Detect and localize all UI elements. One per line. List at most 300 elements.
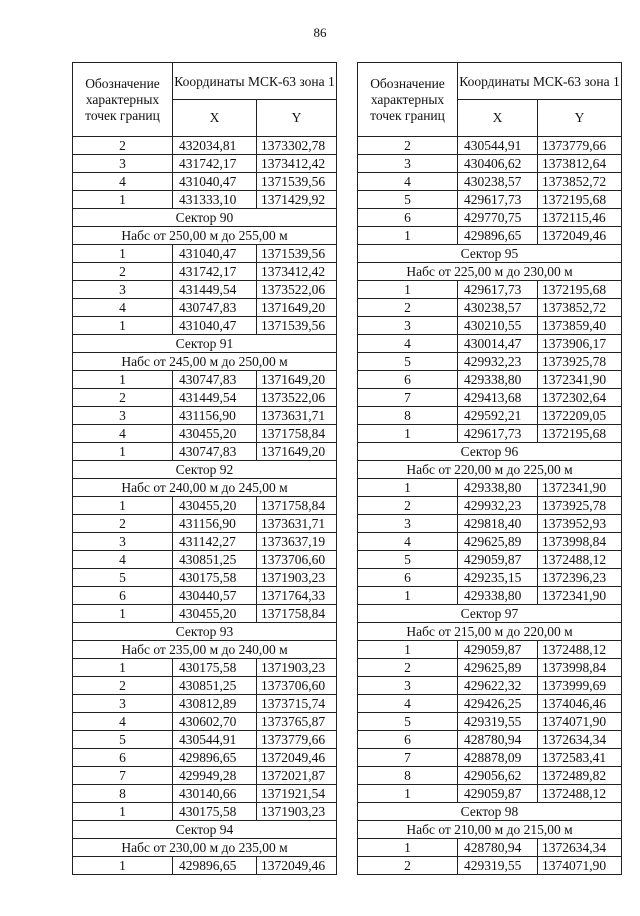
- table-row: [358, 317, 622, 335]
- point-number-cell: 1: [358, 425, 458, 443]
- x-coordinate-cell: 429338,80: [458, 479, 538, 497]
- table-row: [358, 587, 622, 605]
- table-row: [73, 263, 337, 281]
- table-row: [73, 749, 337, 767]
- y-coordinate-cell: 1372488,12: [538, 551, 622, 569]
- table-row: [73, 155, 337, 173]
- x-coordinate-cell: 429617,73: [458, 281, 538, 299]
- table-row: [358, 299, 622, 317]
- table-row: [358, 191, 622, 209]
- table-row: [73, 677, 337, 695]
- y-coordinate-cell: 1373852,72: [538, 299, 622, 317]
- x-coordinate-cell: 431156,90: [173, 407, 257, 425]
- x-coordinate-cell: 430455,20: [173, 425, 257, 443]
- table-row: [358, 695, 622, 713]
- y-coordinate-cell: 1374071,90: [538, 857, 622, 875]
- x-coordinate-cell: 430747,83: [173, 371, 257, 389]
- y-coordinate-cell: 1373779,66: [538, 137, 622, 155]
- y-coordinate-cell: 1372634,34: [538, 731, 622, 749]
- table-row: [73, 191, 337, 209]
- header-x: X: [173, 100, 257, 137]
- x-coordinate-cell: 430455,20: [173, 497, 257, 515]
- height-range-row: [73, 839, 337, 857]
- y-coordinate-cell: 1373925,78: [538, 353, 622, 371]
- table-row: [358, 785, 622, 803]
- point-number-cell: 6: [358, 209, 458, 227]
- header-coordinates: Координаты МСК-63 зона 1: [173, 63, 337, 100]
- y-coordinate-cell: 1372049,46: [257, 749, 337, 767]
- point-number-cell: 4: [73, 425, 173, 443]
- y-coordinate-cell: 1371539,56: [257, 245, 337, 263]
- point-number-cell: 4: [73, 551, 173, 569]
- sector-row: [73, 335, 337, 353]
- height-range-label: Набс от 210,00 м до 215,00 м: [358, 821, 622, 839]
- y-coordinate-cell: 1374046,46: [538, 695, 622, 713]
- y-coordinate-cell: 1373999,69: [538, 677, 622, 695]
- x-coordinate-cell: 430851,25: [173, 551, 257, 569]
- x-coordinate-cell: 428780,94: [458, 731, 538, 749]
- y-coordinate-cell: 1371903,23: [257, 803, 337, 821]
- point-number-cell: 3: [73, 155, 173, 173]
- x-coordinate-cell: 429319,55: [458, 857, 538, 875]
- point-number-cell: 4: [358, 173, 458, 191]
- y-coordinate-cell: 1373812,64: [538, 155, 622, 173]
- height-range-row: [73, 641, 337, 659]
- x-coordinate-cell: 429059,87: [458, 551, 538, 569]
- table-row: [358, 551, 622, 569]
- header-coordinates: Координаты МСК-63 зона 1: [458, 63, 622, 100]
- table-row: [358, 731, 622, 749]
- table-row: [358, 335, 622, 353]
- x-coordinate-cell: 429949,28: [173, 767, 257, 785]
- point-number-cell: 4: [358, 335, 458, 353]
- sector-label: Сектор 90: [73, 209, 337, 227]
- height-range-row: [358, 263, 622, 281]
- x-coordinate-cell: 430455,20: [173, 605, 257, 623]
- x-coordinate-cell: 431040,47: [173, 317, 257, 335]
- x-coordinate-cell: 430238,57: [458, 299, 538, 317]
- y-coordinate-cell: 1371903,23: [257, 659, 337, 677]
- header-point-designation: Обозначение характерных точек границ: [358, 63, 458, 137]
- x-coordinate-cell: 429059,87: [458, 785, 538, 803]
- x-coordinate-cell: 429059,87: [458, 641, 538, 659]
- point-number-cell: 6: [73, 749, 173, 767]
- point-number-cell: 7: [358, 389, 458, 407]
- y-coordinate-cell: 1372396,23: [538, 569, 622, 587]
- table-row: [73, 317, 337, 335]
- y-coordinate-cell: 1372341,90: [538, 587, 622, 605]
- point-number-cell: 2: [358, 659, 458, 677]
- x-coordinate-cell: 429617,73: [458, 191, 538, 209]
- table-row: [73, 731, 337, 749]
- point-number-cell: 3: [73, 281, 173, 299]
- height-range-label: Набс от 215,00 м до 220,00 м: [358, 623, 622, 641]
- x-coordinate-cell: 431040,47: [173, 173, 257, 191]
- height-range-row: [358, 623, 622, 641]
- sector-row: [73, 209, 337, 227]
- sector-label: Сектор 95: [358, 245, 622, 263]
- table-row: [73, 803, 337, 821]
- point-number-cell: 2: [73, 137, 173, 155]
- table-row: [358, 767, 622, 785]
- point-number-cell: 4: [73, 713, 173, 731]
- table-row: [358, 425, 622, 443]
- table-row: [73, 137, 337, 155]
- table-row: [358, 749, 622, 767]
- point-number-cell: 2: [73, 389, 173, 407]
- point-number-cell: 6: [73, 587, 173, 605]
- point-number-cell: 1: [358, 587, 458, 605]
- table-row: [358, 281, 622, 299]
- table-row: [73, 857, 337, 875]
- header-point-designation: Обозначение характерных точек границ: [73, 63, 173, 137]
- x-coordinate-cell: 430175,58: [173, 659, 257, 677]
- y-coordinate-cell: 1372583,41: [538, 749, 622, 767]
- table-row: [73, 569, 337, 587]
- y-coordinate-cell: 1373302,78: [257, 137, 337, 155]
- table-row: [73, 767, 337, 785]
- point-number-cell: 4: [358, 695, 458, 713]
- table-body-left: [73, 137, 337, 875]
- x-coordinate-cell: 429770,75: [458, 209, 538, 227]
- coordinates-table-left: [72, 62, 337, 875]
- sector-label: Сектор 92: [73, 461, 337, 479]
- table-row: [73, 659, 337, 677]
- y-coordinate-cell: 1372488,12: [538, 641, 622, 659]
- table-row: [73, 497, 337, 515]
- x-coordinate-cell: 431142,27: [173, 533, 257, 551]
- point-number-cell: 2: [73, 263, 173, 281]
- x-coordinate-cell: 430602,70: [173, 713, 257, 731]
- point-number-cell: 1: [73, 659, 173, 677]
- x-coordinate-cell: 429338,80: [458, 371, 538, 389]
- point-number-cell: 8: [358, 767, 458, 785]
- y-coordinate-cell: 1373706,60: [257, 677, 337, 695]
- header-y: Y: [538, 100, 622, 137]
- point-number-cell: 3: [358, 317, 458, 335]
- y-coordinate-cell: 1372195,68: [538, 425, 622, 443]
- x-coordinate-cell: 429896,65: [173, 749, 257, 767]
- point-number-cell: 3: [73, 533, 173, 551]
- table-row: [358, 641, 622, 659]
- point-number-cell: 1: [73, 443, 173, 461]
- y-coordinate-cell: 1373998,84: [538, 533, 622, 551]
- y-coordinate-cell: 1371758,84: [257, 497, 337, 515]
- height-range-row: [73, 353, 337, 371]
- y-coordinate-cell: 1373631,71: [257, 515, 337, 533]
- point-number-cell: 5: [358, 551, 458, 569]
- y-coordinate-cell: 1373412,42: [257, 155, 337, 173]
- table-row: [358, 515, 622, 533]
- height-range-label: Набс от 235,00 м до 240,00 м: [73, 641, 337, 659]
- x-coordinate-cell: 431333,10: [173, 191, 257, 209]
- point-number-cell: 8: [73, 785, 173, 803]
- y-coordinate-cell: 1373522,06: [257, 281, 337, 299]
- point-number-cell: 2: [73, 677, 173, 695]
- table-row: [358, 659, 622, 677]
- y-coordinate-cell: 1373715,74: [257, 695, 337, 713]
- x-coordinate-cell: 431742,17: [173, 155, 257, 173]
- x-coordinate-cell: 429896,65: [173, 857, 257, 875]
- point-number-cell: 6: [358, 371, 458, 389]
- table-body-right: [358, 137, 622, 875]
- y-coordinate-cell: 1374071,90: [538, 713, 622, 731]
- y-coordinate-cell: 1371649,20: [257, 299, 337, 317]
- x-coordinate-cell: 431040,47: [173, 245, 257, 263]
- x-coordinate-cell: 430210,55: [458, 317, 538, 335]
- table-row: [358, 389, 622, 407]
- y-coordinate-cell: 1373859,40: [538, 317, 622, 335]
- table-row: [73, 695, 337, 713]
- header-y: Y: [257, 100, 337, 137]
- table-row: [358, 227, 622, 245]
- x-coordinate-cell: 430140,66: [173, 785, 257, 803]
- table-row: [73, 605, 337, 623]
- height-range-label: Набс от 230,00 м до 235,00 м: [73, 839, 337, 857]
- point-number-cell: 2: [358, 497, 458, 515]
- height-range-row: [73, 479, 337, 497]
- table-row: [358, 353, 622, 371]
- point-number-cell: 3: [358, 677, 458, 695]
- sector-label: Сектор 91: [73, 335, 337, 353]
- page-number: 86: [313, 25, 327, 40]
- point-number-cell: 6: [358, 731, 458, 749]
- table-row: [358, 713, 622, 731]
- point-number-cell: 1: [73, 803, 173, 821]
- x-coordinate-cell: 429622,32: [458, 677, 538, 695]
- y-coordinate-cell: 1373637,19: [257, 533, 337, 551]
- height-range-label: Набс от 240,00 м до 245,00 м: [73, 479, 337, 497]
- height-range-row: [358, 821, 622, 839]
- table-row: [358, 857, 622, 875]
- table-row: [73, 443, 337, 461]
- table-row: [73, 515, 337, 533]
- sector-label: Сектор 94: [73, 821, 337, 839]
- x-coordinate-cell: 430812,89: [173, 695, 257, 713]
- point-number-cell: 4: [73, 173, 173, 191]
- table-row: [73, 587, 337, 605]
- sector-label: Сектор 97: [358, 605, 622, 623]
- sector-row: [73, 821, 337, 839]
- x-coordinate-cell: 429413,68: [458, 389, 538, 407]
- table-row: [358, 677, 622, 695]
- table-row: [358, 209, 622, 227]
- x-coordinate-cell: 430175,58: [173, 803, 257, 821]
- point-number-cell: 2: [358, 299, 458, 317]
- y-coordinate-cell: 1372488,12: [538, 785, 622, 803]
- point-number-cell: 1: [73, 371, 173, 389]
- y-coordinate-cell: 1372209,05: [538, 407, 622, 425]
- y-coordinate-cell: 1371539,56: [257, 173, 337, 191]
- x-coordinate-cell: 430747,83: [173, 299, 257, 317]
- sector-row: [358, 605, 622, 623]
- table-row: [358, 839, 622, 857]
- y-coordinate-cell: 1372049,46: [538, 227, 622, 245]
- y-coordinate-cell: 1373631,71: [257, 407, 337, 425]
- y-coordinate-cell: 1371649,20: [257, 371, 337, 389]
- point-number-cell: 7: [358, 749, 458, 767]
- y-coordinate-cell: 1373852,72: [538, 173, 622, 191]
- point-number-cell: 1: [358, 227, 458, 245]
- y-coordinate-cell: 1371921,54: [257, 785, 337, 803]
- y-coordinate-cell: 1372021,87: [257, 767, 337, 785]
- y-coordinate-cell: 1373952,93: [538, 515, 622, 533]
- y-coordinate-cell: 1371758,84: [257, 425, 337, 443]
- point-number-cell: 5: [73, 569, 173, 587]
- point-number-cell: 1: [358, 839, 458, 857]
- point-number-cell: 1: [358, 785, 458, 803]
- x-coordinate-cell: 430544,91: [173, 731, 257, 749]
- y-coordinate-cell: 1371429,92: [257, 191, 337, 209]
- point-number-cell: 1: [358, 479, 458, 497]
- x-coordinate-cell: 430238,57: [458, 173, 538, 191]
- height-range-label: Набс от 250,00 м до 255,00 м: [73, 227, 337, 245]
- y-coordinate-cell: 1371649,20: [257, 443, 337, 461]
- point-number-cell: 1: [73, 605, 173, 623]
- y-coordinate-cell: 1372195,68: [538, 281, 622, 299]
- point-number-cell: 1: [358, 641, 458, 659]
- table-row: [358, 479, 622, 497]
- table-row: [73, 245, 337, 263]
- y-coordinate-cell: 1372195,68: [538, 191, 622, 209]
- sector-row: [358, 803, 622, 821]
- y-coordinate-cell: 1372489,82: [538, 767, 622, 785]
- x-coordinate-cell: 429617,73: [458, 425, 538, 443]
- x-coordinate-cell: 429426,25: [458, 695, 538, 713]
- point-number-cell: 2: [358, 857, 458, 875]
- height-range-label: Набс от 220,00 м до 225,00 м: [358, 461, 622, 479]
- table-row: [73, 785, 337, 803]
- sector-row: [358, 245, 622, 263]
- y-coordinate-cell: 1372302,64: [538, 389, 622, 407]
- point-number-cell: 3: [73, 407, 173, 425]
- point-number-cell: 1: [73, 497, 173, 515]
- sector-row: [73, 461, 337, 479]
- x-coordinate-cell: 429338,80: [458, 587, 538, 605]
- x-coordinate-cell: 430851,25: [173, 677, 257, 695]
- point-number-cell: 1: [358, 281, 458, 299]
- coordinates-table-right: [357, 62, 622, 875]
- y-coordinate-cell: 1371539,56: [257, 317, 337, 335]
- point-number-cell: 5: [73, 731, 173, 749]
- point-number-cell: 3: [358, 155, 458, 173]
- table-row: [73, 425, 337, 443]
- point-number-cell: 3: [358, 515, 458, 533]
- table-row: [73, 371, 337, 389]
- sector-label: Сектор 98: [358, 803, 622, 821]
- point-number-cell: 4: [73, 299, 173, 317]
- x-coordinate-cell: 430544,91: [458, 137, 538, 155]
- x-coordinate-cell: 431742,17: [173, 263, 257, 281]
- point-number-cell: 6: [358, 569, 458, 587]
- table-row: [358, 569, 622, 587]
- x-coordinate-cell: 429056,62: [458, 767, 538, 785]
- point-number-cell: 1: [73, 317, 173, 335]
- point-number-cell: 1: [73, 191, 173, 209]
- y-coordinate-cell: 1373765,87: [257, 713, 337, 731]
- table-row: [358, 371, 622, 389]
- table-row: [73, 173, 337, 191]
- header-x: X: [458, 100, 538, 137]
- x-coordinate-cell: 430014,47: [458, 335, 538, 353]
- y-coordinate-cell: 1372115,46: [538, 209, 622, 227]
- point-number-cell: 3: [73, 695, 173, 713]
- table-row: [358, 533, 622, 551]
- sector-row: [358, 443, 622, 461]
- y-coordinate-cell: 1373779,66: [257, 731, 337, 749]
- point-number-cell: 2: [358, 137, 458, 155]
- table-row: [358, 173, 622, 191]
- x-coordinate-cell: 429235,15: [458, 569, 538, 587]
- x-coordinate-cell: 431449,54: [173, 389, 257, 407]
- x-coordinate-cell: 429625,89: [458, 533, 538, 551]
- table-row: [73, 551, 337, 569]
- y-coordinate-cell: 1373906,17: [538, 335, 622, 353]
- y-coordinate-cell: 1373412,42: [257, 263, 337, 281]
- point-number-cell: 5: [358, 713, 458, 731]
- x-coordinate-cell: 429818,40: [458, 515, 538, 533]
- table-row: [358, 137, 622, 155]
- point-number-cell: 5: [358, 191, 458, 209]
- sector-row: [73, 623, 337, 641]
- height-range-label: Набс от 245,00 м до 250,00 м: [73, 353, 337, 371]
- y-coordinate-cell: 1372634,34: [538, 839, 622, 857]
- table-row: [73, 299, 337, 317]
- table-row: [358, 407, 622, 425]
- point-number-cell: 5: [358, 353, 458, 371]
- y-coordinate-cell: 1371903,23: [257, 569, 337, 587]
- point-number-cell: 1: [73, 857, 173, 875]
- sector-label: Сектор 93: [73, 623, 337, 641]
- x-coordinate-cell: 429932,23: [458, 353, 538, 371]
- y-coordinate-cell: 1373925,78: [538, 497, 622, 515]
- y-coordinate-cell: 1371758,84: [257, 605, 337, 623]
- table-row: [73, 533, 337, 551]
- x-coordinate-cell: 429932,23: [458, 497, 538, 515]
- x-coordinate-cell: 428878,09: [458, 749, 538, 767]
- x-coordinate-cell: 431156,90: [173, 515, 257, 533]
- y-coordinate-cell: 1373522,06: [257, 389, 337, 407]
- height-range-label: Набс от 225,00 м до 230,00 м: [358, 263, 622, 281]
- x-coordinate-cell: 430440,57: [173, 587, 257, 605]
- point-number-cell: 7: [73, 767, 173, 785]
- sector-label: Сектор 96: [358, 443, 622, 461]
- x-coordinate-cell: 428780,94: [458, 839, 538, 857]
- y-coordinate-cell: 1372341,90: [538, 371, 622, 389]
- point-number-cell: 8: [358, 407, 458, 425]
- x-coordinate-cell: 429625,89: [458, 659, 538, 677]
- x-coordinate-cell: 429319,55: [458, 713, 538, 731]
- table-row: [358, 497, 622, 515]
- x-coordinate-cell: 429592,21: [458, 407, 538, 425]
- point-number-cell: 1: [73, 245, 173, 263]
- y-coordinate-cell: 1372049,46: [257, 857, 337, 875]
- point-number-cell: 2: [73, 515, 173, 533]
- y-coordinate-cell: 1372341,90: [538, 479, 622, 497]
- y-coordinate-cell: 1373998,84: [538, 659, 622, 677]
- table-row: [73, 713, 337, 731]
- height-range-row: [358, 461, 622, 479]
- table-row: [73, 389, 337, 407]
- x-coordinate-cell: 430406,62: [458, 155, 538, 173]
- point-number-cell: 4: [358, 533, 458, 551]
- y-coordinate-cell: 1371764,33: [257, 587, 337, 605]
- y-coordinate-cell: 1373706,60: [257, 551, 337, 569]
- table-row: [358, 155, 622, 173]
- x-coordinate-cell: 431449,54: [173, 281, 257, 299]
- x-coordinate-cell: 430747,83: [173, 443, 257, 461]
- table-row: [73, 281, 337, 299]
